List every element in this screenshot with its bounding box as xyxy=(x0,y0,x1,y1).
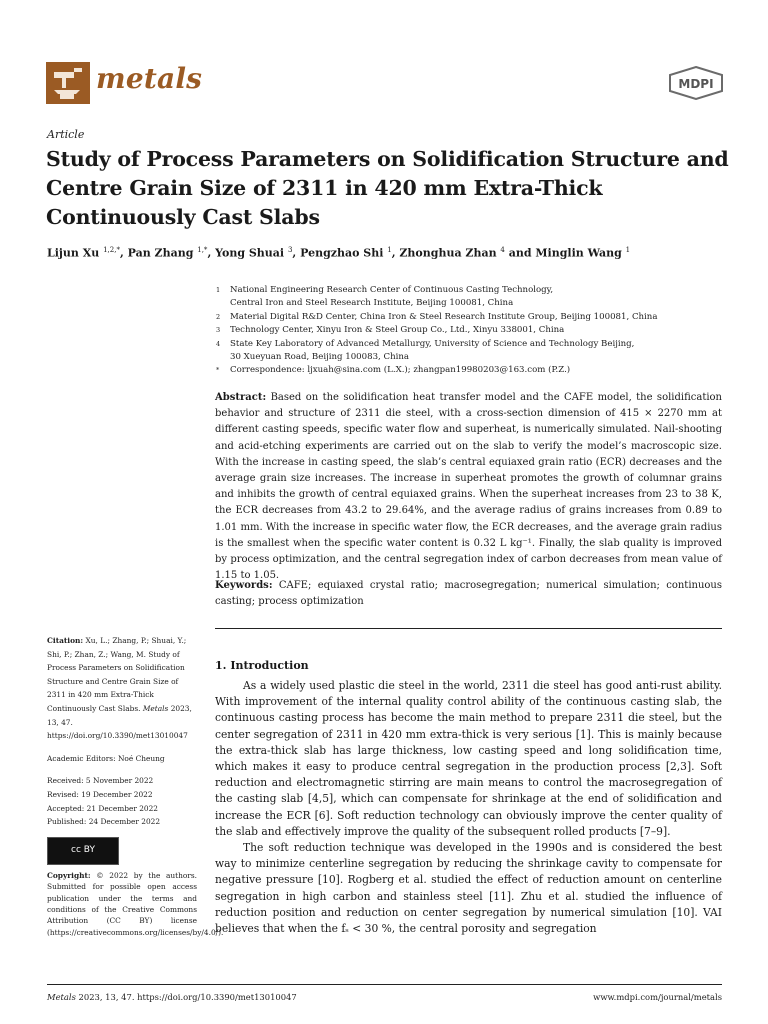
author: Pengzhao Shi xyxy=(300,246,384,260)
author: Zhonghua Zhan xyxy=(399,246,497,260)
footer-doi[interactable]: 2023, 13, 47. https://doi.org/10.3390/met13010047 xyxy=(78,992,297,1002)
abstract-label: Abstract: xyxy=(215,392,267,403)
footer-journal-url[interactable]: www.mdpi.com/journal/metals xyxy=(593,992,722,1002)
affiliation-text: State Key Laboratory of Advanced Metallurgy, University of Science and Technology Beijing, 30 Xueyuan Road, Beijing 100083, China xyxy=(230,338,635,363)
editors-label: Academic Editors: xyxy=(47,753,116,763)
affiliation-number: * xyxy=(216,366,220,375)
author-list: Lijun Xu $^{1,2,*}$, Pan Zhang $^{1,*}$, Yong Shuai $^3$, Pengzhao Shi $^1$, Zhonghua Zhan $^4$ and Minglin Wang $^1$ xyxy=(47,246,631,260)
affiliation-item xyxy=(216,311,726,324)
revised-date: Revised: 19 December 2022 xyxy=(47,789,153,799)
footer-citation xyxy=(47,992,297,1002)
academic-editors xyxy=(47,752,197,766)
author: Pan Zhang xyxy=(127,246,194,260)
citation-journal: Metals xyxy=(142,703,169,713)
affiliation-text: Material Digital R&D Center, China Iron & Steel Research Institute Group, Beijing 100081, China xyxy=(230,311,658,322)
author-affiliation-mark: 1 xyxy=(387,246,392,254)
author-affiliation-mark: 3 xyxy=(287,246,293,254)
author-affiliation-mark: 1,* xyxy=(197,246,208,254)
correspondence-text[interactable]: Correspondence: ljxuah@sina.com (L.X.); zhangpan19980203@163.com (P.Z.) xyxy=(230,365,571,376)
author-affiliation-mark: 4 xyxy=(500,246,505,254)
cc-badge-text: cc BY xyxy=(71,844,95,855)
author: Minglin Wang xyxy=(535,246,622,260)
received-date: Received: 5 November 2022 xyxy=(47,776,154,786)
abstract-text: Based on the solidification heat transfer model and the CAFE model, the solidification behavior and structure of 2311 die steel, with a cross-section dimension of 415 × 2270 mm at different casting speeds, specific water flow and superheat, is numerically simulated. Nail-shooting and acid-etching experiments are carried out on the slab to verify the model’s macroscopic size. With the increase in casting speed, the slab’s central equiaxed grain ratio (ECR) decreases and the average grain size increases. The increase in superheat promotes the growth of columnar grains and inhibits the growth of central equiaxed grains. When the superheat increases from 23 to 38 K, the ECR decreases from 43.2 to 29.64%, and the average radius of grains increases from 0.89 to 1.01 mm. With the increase in specific water flow, the ECR decreases, and the average grain radius is the smallest when the specific water content is 0.32 L kg⁻¹. Finally, the slab quality is improved by process optimization, and the central segregation index of carbon decreases from mean value of 1.15 to 1.05. xyxy=(215,392,722,582)
paragraph: The soft reduction technique was developed in the 1990s and is considered the best way to minimize centerline segregation by reducing the shrinkage cavity to compensate for negative pressure [10]. Rogberg et al. studied the effect of reduction amount on centerline segregation in high carbon and stainless steel [11]. Zhu et al. studied the influence of reduction position and reduction on center segregation by numerical simulation [10]. VAI believes that when the fₛ < 30 %, the central porosity and segregation xyxy=(215,841,722,936)
anvil-hammer-icon xyxy=(46,62,90,104)
copyright-notice xyxy=(47,870,224,938)
citation-doi[interactable]: 2023, 13, 47. https://doi.org/10.3390/met13010047 xyxy=(47,703,192,741)
copyright-text: © 2022 by the authors. Submitted for possible open access publication under the terms and conditions of the Creative Commons Attribution (CC BY) license (https://creativecommons.org/licenses/by/4.0/). xyxy=(47,870,224,937)
journal-name: metals xyxy=(96,62,203,95)
paper-title: Study of Process Parameters on Solidification Structure and Centre Grain Size of 2311 in 420 mm Extra-Thick Continuously Cast Slabs xyxy=(46,147,729,229)
published-date: Published: 24 December 2022 xyxy=(47,817,161,827)
accepted-date: Accepted: 21 December 2022 xyxy=(47,803,159,813)
article-info-sidebar xyxy=(47,634,224,938)
citation-label: Citation: xyxy=(47,636,84,645)
keywords xyxy=(215,578,722,610)
affiliations xyxy=(216,284,726,378)
abstract xyxy=(215,390,722,584)
section-divider xyxy=(215,628,722,629)
paragraph: As a widely used plastic die steel in the world, 2311 die steel has good anti-rust ability. With improvement of the internal quality control ability of the continuous casting slab, the continuous casting process has become the main method to prepare 2311 die steel, but the center segregation of 2311 in 420 mm extra-thick is very serious [1]. This is mainly because the extra-thick slab has large thickness, low casting speed and long solidification time, which makes it easy to produce central segregation in the production process [2,3]. Soft reduction and electromagnetic stirring are main means to control the macrosegregation of the casting slab [4,5], which can compensate for shrinkage at the end of solidification and increase the ECR [6]. Soft reduction technology can obviously improve the center quality of the slab and effectively improve the quality of the subsequent rolled products [7–9]. xyxy=(215,679,722,838)
editors-name: Noé Cheung xyxy=(117,753,165,763)
copyright-label: Copyright: xyxy=(47,870,91,880)
affiliation-number: 1 xyxy=(216,286,221,294)
keywords-text: CAFE; equiaxed crystal ratio; macrosegregation; numerical simulation; continuous casting; process optimization xyxy=(215,580,723,608)
author-affiliation-mark: 1 xyxy=(625,246,631,254)
author: Lijun Xu xyxy=(47,246,100,260)
affiliation-item xyxy=(216,338,726,365)
affiliation-text: National Engineering Research Center of Continuous Casting Technology, Central Iron and Steel Research Institute, Beijing 100081, China xyxy=(230,285,554,309)
section-heading: 1. Introduction xyxy=(215,659,309,672)
svg-text:MDPI: MDPI xyxy=(678,77,714,91)
affiliation-number: 4 xyxy=(216,339,221,348)
keywords-label: Keywords: xyxy=(215,580,273,591)
affiliation-item xyxy=(216,324,726,337)
author-affiliation-mark: 1,2,* xyxy=(103,246,120,254)
author: Yong Shuai xyxy=(215,246,285,260)
section-body xyxy=(215,678,722,937)
journal-logo-icon xyxy=(46,62,90,104)
mdpi-logo-icon xyxy=(668,66,724,100)
citation xyxy=(47,634,197,743)
affiliation-number: 2 xyxy=(216,312,221,321)
citation-text: Xu, L.; Zhang, P.; Shuai, Y.; Shi, P.; Zhan, Z.; Wang, M. Study of Process Parameters on Solidification Structure and Centre Grain Size of 2311 in 420 mm Extra-Thick Continuously Cast Slabs. xyxy=(47,636,187,713)
footer-journal: Metals xyxy=(47,992,76,1002)
affiliation-text: Technology Center, Xinyu Iron & Steel Group Co., Ltd., Xinyu 338001, China xyxy=(230,325,565,336)
correspondence-item xyxy=(216,364,726,377)
affiliation-item xyxy=(216,284,726,311)
footer-divider xyxy=(47,984,722,985)
cc-by-license-icon[interactable] xyxy=(47,837,119,865)
article-type: Article xyxy=(47,128,85,141)
affiliation-number: 3 xyxy=(216,326,221,335)
